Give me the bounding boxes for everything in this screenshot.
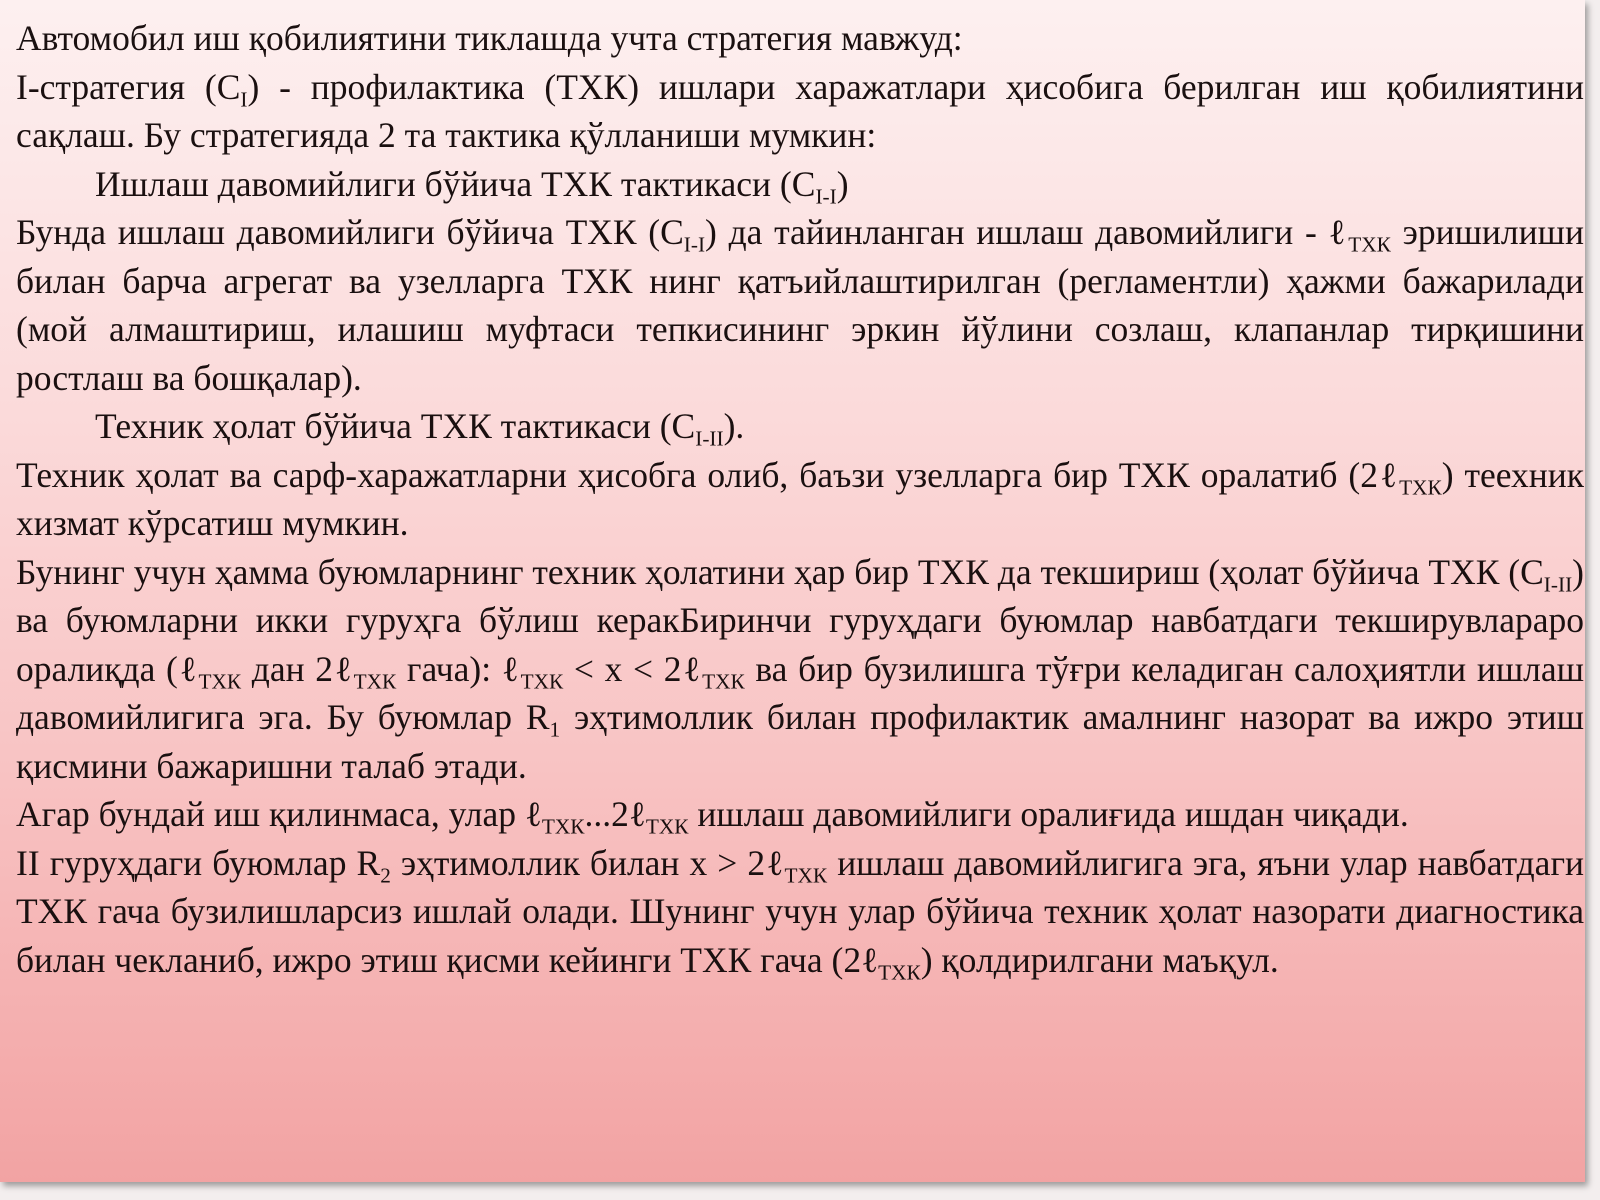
text-run: ) ва буюмларни икки гуруҳга бўлиш керакБиринчи гуруҳдаги буюмлар навбатдаги текширувлараро оралиқда (ℓ (16, 551, 1584, 689)
text-run: ва бир бузилишга тўғри келадиган салоҳиятли ишлаш давомийлигига эга. Бу буюмлар R (16, 648, 1584, 737)
text-run: Бунинг учун ҳамма буюмларнинг техник ҳолатини ҳар бир ТХК да текшириш (ҳолат бўйича ТХК (С (16, 551, 1544, 592)
text-run: эришилиши билан барча агрегат ва узелларга ТХК нинг қатъийлаштирилган (регламентли) ҳажми бажарилади (мой алмаштириш, илашиш муфтаси тепкисининг эркин йўлини созлаш, клапанлар тирқишини ростлаш ва бошқалар). (16, 212, 1584, 398)
text-run: Техник ҳолат бўйича ТХК тактикаси (С (95, 406, 696, 446)
text-run: Техник ҳолат ва сарф-харажатларни ҳисобга олиб, баъзи узелларга бир ТХК оралатиб (2ℓ (16, 454, 1400, 495)
paragraph-8 (16, 790, 1584, 839)
subscript-text: ТХК (541, 814, 585, 839)
text-run: I-стратегия (С (16, 66, 241, 107)
paragraph-6 (16, 451, 1584, 548)
text-run: < x < 2ℓ (563, 648, 703, 689)
subscript-text: ТХК (198, 668, 242, 693)
paragraph-4 (16, 208, 1584, 402)
text-run: ишлаш давомийлигига эга, яъни улар навбатдаги ТХК гача бузилишларсиз ишлай олади. Шунинг учун улар бўйича техник ҳолат назорати диагностика билан чекланиб, ижро этиш қисми кейинги ТХК гача (2ℓ (16, 842, 1584, 980)
subscript-text: 1 (549, 717, 561, 742)
subscript-text: ТХК (353, 668, 397, 693)
paragraph-5 (16, 402, 1584, 451)
slide-body-text (16, 14, 1584, 984)
text-run: ) (836, 163, 849, 204)
paragraph-1 (16, 14, 1584, 63)
text-run: ишлаш давомийлиги оралиғида ишдан чиқади. (688, 794, 1409, 834)
paragraph-7 (16, 548, 1584, 791)
text-run: Агар бундай иш қилинмаса, улар ℓ (16, 794, 542, 834)
text-run: Ишлаш давомийлиги бўйича ТХК тактикаси (С (95, 163, 816, 204)
text-run: II гуруҳдаги буюмлар R (16, 842, 381, 883)
subscript-text: I-II (695, 426, 724, 451)
text-run: ) қолдирилгани маъқул. (920, 939, 1279, 980)
text-run: ). (723, 406, 745, 446)
subscript-text: ТХК (878, 959, 921, 984)
subscript-text: 2 (380, 862, 391, 887)
text-run: ) да тайинланган ишлаш давомийлиги - ℓ (705, 212, 1349, 252)
text-run: дан 2ℓ (241, 648, 354, 689)
subscript-text: I-I (683, 232, 706, 257)
subscript-text: I (240, 86, 248, 111)
text-run: ) теехник хизмат кўрсатиш мумкин. (16, 454, 1584, 543)
subscript-text: ТХК (1348, 232, 1391, 257)
text-run: ...2ℓ (584, 794, 646, 834)
text-run: эҳтимоллик билан профилактик амалнинг назорат ва ижро этиш қисмини бажаришни талаб этади. (16, 697, 1584, 786)
text-run: эҳтимоллик билан x > 2ℓ (390, 842, 785, 883)
paragraph-9 (16, 839, 1584, 985)
subscript-text: ТХК (645, 814, 689, 839)
subscript-text: ТХК (702, 668, 745, 693)
subscript-text: I-II (1543, 571, 1573, 596)
text-run: Автомобил иш қобилиятини тиклашда учта стратегия мавжуд: (16, 18, 963, 58)
text-run: гача): ℓ (396, 648, 521, 689)
subscript-text: ТХК (520, 668, 564, 693)
subscript-text: ТХК (1399, 474, 1442, 499)
text-run: ) - профилактика (ТХК) ишлари харажатлари ҳисобига берилган иш қобилиятини сақлаш. Бу стратегияда 2 та тактика қўлланиши мумкин: (16, 66, 1584, 155)
paragraph-2 (16, 63, 1584, 160)
subscript-text: I-I (815, 183, 837, 208)
subscript-text: ТХК (784, 862, 828, 887)
text-run: Бунда ишлаш давомийлиги бўйича ТХК (С (16, 212, 684, 252)
paragraph-3 (16, 160, 1584, 209)
